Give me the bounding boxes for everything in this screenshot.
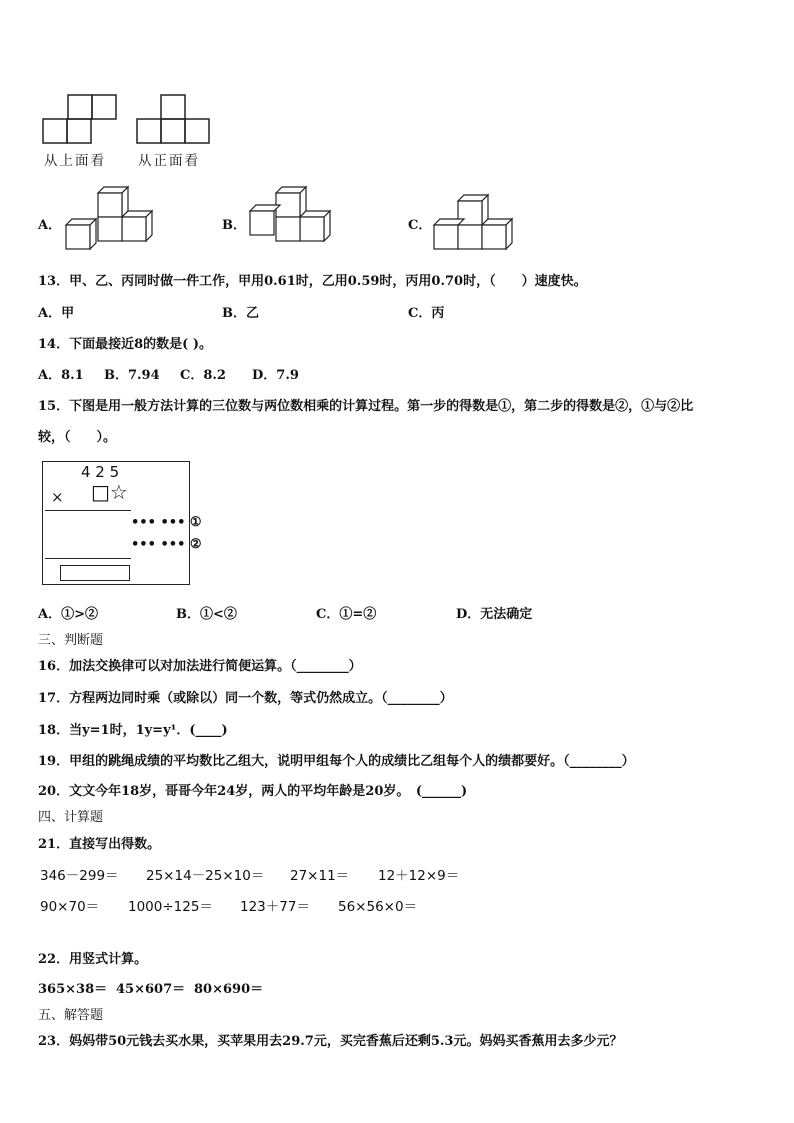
q13-option-a[interactable]: A．甲 <box>38 306 75 321</box>
q22-text: 22．用竖式计算。 <box>38 952 148 967</box>
q12-option-c-label[interactable]: C． <box>408 218 432 233</box>
section-5-heading: 五、解答题 <box>38 1008 104 1023</box>
q12-option-a-cubes <box>64 186 160 254</box>
q15-result-box <box>60 565 130 581</box>
q14-text: 14．下面最接近8的数是( )。 <box>38 337 212 352</box>
q21-expr-6: 1000÷125＝ <box>128 899 213 915</box>
q15-option-b[interactable]: B．①<② <box>176 607 237 622</box>
q18-text: 18．当y=1时，1y=y¹．(____) <box>38 723 228 738</box>
q21-expr-7: 123＋77＝ <box>240 899 310 915</box>
q15-option-d[interactable]: D．无法确定 <box>456 607 533 622</box>
q15-multiplier-symbols: □☆ <box>91 480 128 504</box>
q14-option-c[interactable]: C．8.2 <box>180 368 226 383</box>
top-view-figure <box>42 94 118 144</box>
q13-text: 13．甲、乙、丙同时做一件工作，甲用0.61时，乙用0.59时，丙用0.70时，（ ）速度快。 <box>38 274 587 289</box>
section-4-heading: 四、计算题 <box>38 810 104 825</box>
q15-times-sign: × <box>51 488 64 506</box>
q15-line-2 <box>45 558 131 559</box>
q20-text: 20．文文今年18岁，哥哥今年24岁，两人的平均年龄是20岁。 (______) <box>38 784 468 799</box>
front-view-label: 从正面看 <box>138 153 200 169</box>
q15-step1: ••• ••• ① <box>131 515 202 530</box>
q21-expr-2: 25×14－25×10＝ <box>146 868 265 884</box>
q15-option-a[interactable]: A．①>② <box>38 607 98 622</box>
q21-text: 21．直接写出得数。 <box>38 837 161 852</box>
q12-option-b-cubes <box>248 186 338 254</box>
q23-text: 23．妈妈带50元钱去买水果，买苹果用去29.7元，买完香蕉后还剩5.3元。妈妈买香蕉用去多少元？ <box>38 1034 623 1049</box>
q12-option-c-cubes <box>432 194 522 254</box>
q21-expr-1: 346－299＝ <box>40 868 119 884</box>
q15-text-line1: 15．下图是用一般方法计算的三位数与两位数相乘的计算过程。第一步的得数是①，第二步的得数是②，①与②比 <box>38 399 694 414</box>
q22-item-3: 80×690＝ <box>194 982 264 997</box>
q21-expr-8: 56×56×0＝ <box>338 899 418 915</box>
q14-option-a[interactable]: A．8.1 <box>38 368 84 383</box>
section-3-heading: 三、判断题 <box>38 633 104 648</box>
q15-multiplicand: 4 2 5 <box>81 463 120 481</box>
q14-option-b[interactable]: B．7.94 <box>104 368 160 383</box>
q13-option-c[interactable]: C．丙 <box>408 306 445 321</box>
q22-item-2: 45×607＝ <box>116 982 186 997</box>
q15-multiplication-figure <box>42 461 202 585</box>
q12-option-a-label[interactable]: A． <box>38 218 62 233</box>
q15-text-line2: 较，（ ）。 <box>38 430 117 445</box>
q14-option-d[interactable]: D．7.9 <box>252 368 299 383</box>
q21-expr-3: 27×11＝ <box>290 868 350 884</box>
q15-option-c[interactable]: C．①=② <box>316 607 377 622</box>
q22-item-1: 365×38＝ <box>38 982 108 997</box>
q12-option-b-label[interactable]: B． <box>222 218 246 233</box>
q15-step2: ••• ••• ② <box>131 537 202 552</box>
front-view-figure <box>136 94 212 144</box>
q13-option-b[interactable]: B．乙 <box>222 306 259 321</box>
q21-expr-4: 12＋12×9＝ <box>378 868 460 884</box>
q19-text: 19．甲组的跳绳成绩的平均数比乙组大，说明甲组每个人的成绩比乙组每个人的绩都要好。（________） <box>38 754 635 769</box>
q15-line-1 <box>45 510 131 511</box>
q21-expr-5: 90×70＝ <box>40 899 100 915</box>
top-view-label: 从上面看 <box>44 153 106 169</box>
q16-text: 16．加法交换律可以对加法进行简便运算。（________） <box>38 659 362 674</box>
q17-text: 17．方程两边同时乘（或除以）同一个数，等式仍然成立。（________） <box>38 691 453 706</box>
